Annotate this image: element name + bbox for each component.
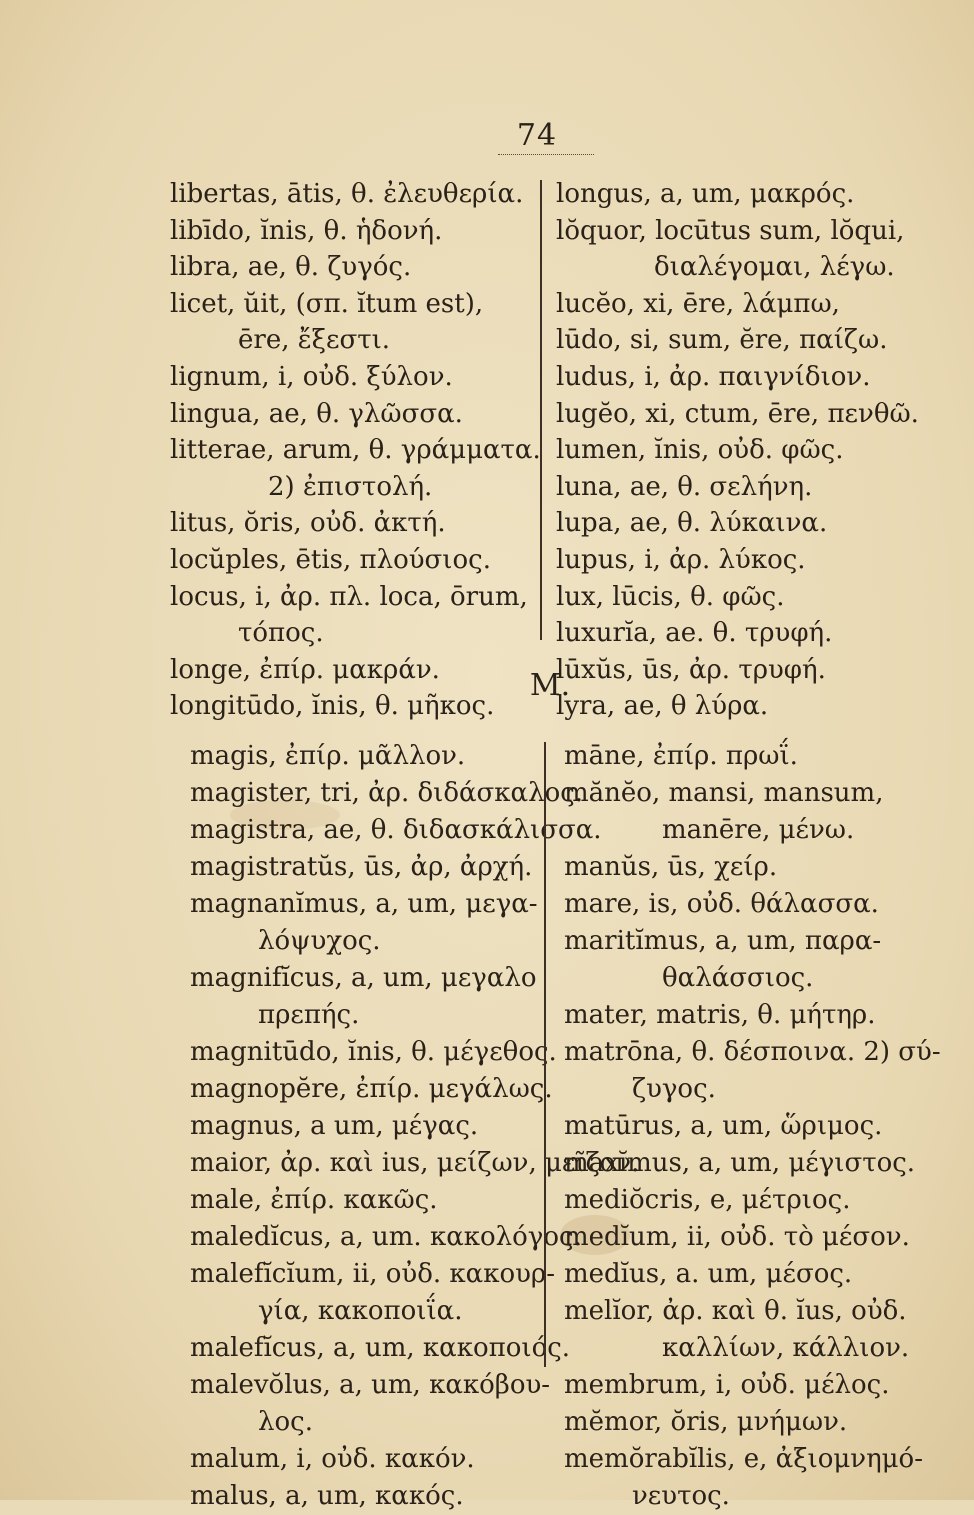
dictionary-entry: manēre, μένω.	[662, 815, 855, 845]
dictionary-entry: τόπος.	[238, 618, 324, 649]
dictionary-entry: libīdo, ĭnis, θ. ἡδονή.	[170, 215, 443, 246]
dictionary-entry: manŭs, ūs, χείρ.	[564, 852, 778, 882]
dictionary-entry: mare, is, οὐδ. θάλασσα.	[564, 889, 879, 919]
dictionary-entry: lugĕo, xi, ctum, ēre, πενθῶ.	[556, 398, 919, 429]
dictionary-entry: lumen, ĭnis, οὐδ. φῶς.	[556, 435, 844, 466]
dictionary-entry: lucĕo, xi, ēre, λάμπω,	[556, 288, 840, 319]
dictionary-entry: longe, ἐπίρ. μακράν.	[170, 654, 440, 685]
dictionary-entry: ludus, i, ἀρ. παιγνίδιον.	[556, 361, 871, 392]
dictionary-entry: malus, a, um, κακός.	[190, 1481, 464, 1511]
dictionary-entry: malum, i, οὐδ. κακόν.	[190, 1444, 475, 1474]
dictionary-entry: luxurĭa, ae. θ. τρυφή.	[556, 618, 833, 649]
dictionary-entry: καλλίων, κάλλιον.	[662, 1333, 910, 1363]
dictionary-entry: longus, a, um, μακρός.	[556, 179, 855, 209]
dictionary-entry: matūrus, a, um, ὥριμος.	[564, 1111, 883, 1141]
dictionary-entry: libra, ae, θ. ζυγός.	[170, 252, 412, 283]
dictionary-entry: licet, ŭit, (σπ. ĭtum est),	[170, 288, 484, 319]
dictionary-entry: lux, lūcis, θ. φῶς.	[556, 581, 785, 612]
section-letter: M.	[529, 668, 571, 703]
dictionary-entry: magister, tri, ἀρ. διδάσκαλος.	[190, 778, 584, 808]
dictionary-entry: γία, κακοποιΐα.	[258, 1296, 463, 1326]
dictionary-entry: māne, ἐπίρ. πρωΐ.	[564, 741, 798, 771]
dictionary-entry: νευτος.	[632, 1481, 730, 1511]
dictionary-entry: maledĭcus, a, um. κακολόγος.	[190, 1222, 582, 1252]
dictionary-entry: luna, ae, θ. σελήνη.	[556, 471, 813, 502]
dictionary-entry: memŏrabĭlis, e, ἀξιομνημό-	[564, 1444, 923, 1474]
dictionary-entry: malefĭcus, a, um, κακοποιός.	[190, 1333, 571, 1363]
dictionary-entry: lingua, ae, θ. γλῶσσα.	[170, 398, 463, 429]
dictionary-entry: magistratŭs, ūs, ἀρ, ἀρχή.	[190, 852, 533, 882]
page-number: 74	[516, 118, 558, 153]
page-number-rule	[498, 154, 594, 155]
dictionary-entry: magnopĕre, ἐπίρ. μεγάλως.	[190, 1074, 553, 1104]
dictionary-entry: membrum, i, οὐδ. μέλος.	[564, 1370, 890, 1400]
dictionary-entry: maritĭmus, a, um, παρα-	[564, 926, 882, 956]
dictionary-entry: magis, ἐπίρ. μᾶλλον.	[190, 741, 466, 771]
dictionary-entry: matrōna, θ. δέσποινα. 2) σύ-	[564, 1037, 941, 1067]
dictionary-entry: magnifĭcus, a, um, μεγαλο	[190, 963, 537, 993]
dictionary-entry: maxĭmus, a, um, μέγιστος.	[564, 1148, 916, 1178]
dictionary-entry: lupus, i, ἀρ. λύκος.	[556, 544, 806, 575]
dictionary-entry: lŏquor, locūtus sum, lŏqui,	[556, 215, 905, 246]
dictionary-entry: lupa, ae, θ. λύκαινα.	[556, 508, 828, 539]
dictionary-entry: locus, i, ἀρ. πλ. loca, ōrum,	[170, 581, 528, 612]
dictionary-entry: magistra, ae, θ. διδασκάλισσα.	[190, 815, 602, 845]
dictionary-entry: libertas, ātis, θ. ἐλευθερία.	[170, 179, 524, 209]
dictionary-entry: locŭples, ētis, πλούσιος.	[170, 544, 491, 575]
dictionary-entry: lūxŭs, ūs, ἀρ. τρυφή.	[556, 654, 826, 685]
dictionary-entry: longitūdo, ĭnis, θ. μῆκος.	[170, 691, 495, 722]
dictionary-entry: lignum, i, οὐδ. ξύλον.	[170, 361, 453, 392]
dictionary-entry: lūdo, si, sum, ĕre, παίζω.	[556, 325, 888, 356]
dictionary-entry: maior, ἀρ. καὶ ius, μείζων, μεῖζον.	[190, 1148, 640, 1178]
dictionary-entry: male, ἐπίρ. κακῶς.	[190, 1185, 438, 1215]
column-divider-top	[540, 180, 542, 640]
dictionary-entry: magnus, a um, μέγας.	[190, 1111, 479, 1141]
dictionary-entry: mediŏcris, e, μέτριος.	[564, 1185, 851, 1215]
dictionary-entry: λος.	[258, 1407, 313, 1437]
dictionary-entry: θαλάσσιος.	[662, 963, 814, 993]
dictionary-entry: 2) ἐπιστολή.	[268, 471, 433, 502]
dictionary-entry: magnanĭmus, a, um, μεγα-	[190, 889, 538, 919]
dictionary-entry: διαλέγομαι, λέγω.	[654, 252, 895, 283]
top-right-column	[556, 176, 919, 725]
dictionary-entry: mĕmor, ŏris, μνήμων.	[564, 1407, 848, 1437]
column-divider-bottom	[544, 742, 546, 1367]
dictionary-entry: mănĕo, mansi, mansum,	[564, 778, 884, 808]
dictionary-entry: λόψυχος.	[258, 926, 381, 956]
dictionary-entry: ēre, ἔξεστι.	[238, 325, 391, 356]
bottom-right-column	[564, 738, 941, 1515]
top-left-column	[170, 176, 541, 725]
dictionary-entry: malevŏlus, a, um, κακόβου-	[190, 1370, 551, 1400]
dictionary-entry: mater, matris, θ. μήτηρ.	[564, 1000, 876, 1030]
dictionary-entry: lyra, ae, θ λύρα.	[556, 691, 769, 722]
dictionary-entry: ζυγος.	[632, 1074, 716, 1104]
dictionary-entry: litterae, arum, θ. γράμματα.	[170, 435, 541, 466]
dictionary-entry: magnitūdo, ĭnis, θ. μέγεθος.	[190, 1037, 557, 1067]
dictionary-entry: πρεπής.	[258, 1000, 360, 1030]
dictionary-entry: melĭor, ἀρ. καὶ θ. ĭus, οὐδ.	[564, 1296, 907, 1326]
dictionary-entry: malefĭcĭum, ii, οὐδ. κακουρ-	[190, 1259, 555, 1289]
dictionary-entry: litus, ŏris, οὐδ. ἀκτή.	[170, 508, 446, 539]
dictionary-entry: medĭum, ii, οὐδ. τὸ μέσον.	[564, 1222, 910, 1252]
dictionary-entry: medĭus, a. um, μέσος.	[564, 1259, 853, 1289]
